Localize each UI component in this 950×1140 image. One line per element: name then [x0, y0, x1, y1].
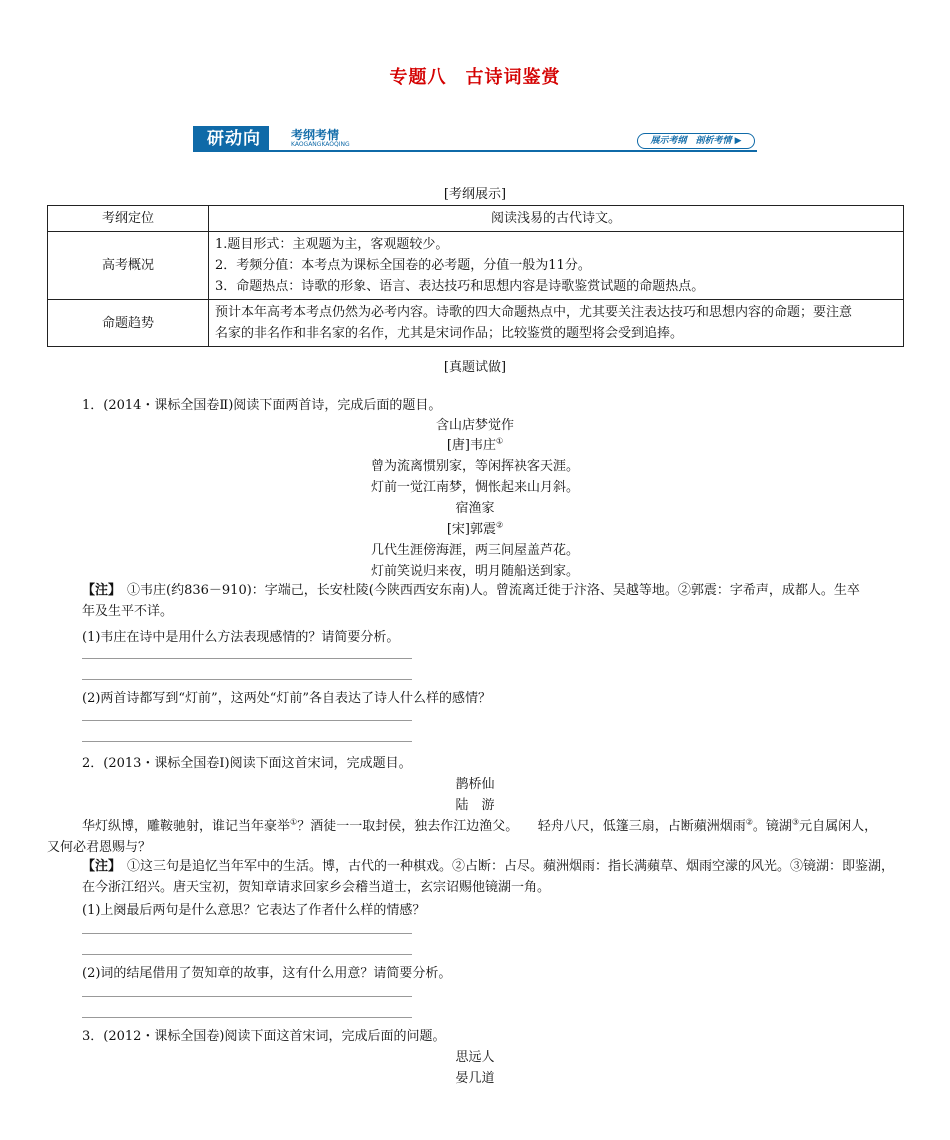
table-cell-content: [209, 300, 904, 347]
poem-1-line: 曾为流离惯别家，等闲挥袂客天涯。: [370, 459, 579, 474]
poem-2-author: [0, 518, 950, 537]
question-2-intro: 2．(2013・课标全国卷Ⅰ)阅读下面这首宋词，完成题目。: [82, 756, 412, 771]
banner-logo-sub: 考纲考情: [291, 128, 340, 142]
question-1-sub-2: (2)两首诗都写到“灯前”，这两处“灯前”各自表达了诗人什么样的感情？: [82, 691, 491, 706]
question-1-intro: 1．(2014・课标全国卷Ⅱ)阅读下面两首诗，完成后面的题目。: [82, 398, 442, 413]
poem-2-title: 宿渔家: [455, 501, 495, 516]
question-3-intro: 3．(2012・课标全国卷)阅读下面这首宋词，完成后面的问题。: [82, 1029, 446, 1044]
poem-2-line: 灯前笑说归来夜，明月随船送到家。: [370, 564, 579, 579]
table-cell-line: 阅读浅易的古代诗文。: [490, 211, 621, 226]
answer-line[interactable]: [82, 933, 412, 934]
question-1-sub-1: (1)韦庄在诗中是用什么方法表现感情的？请简要分析。: [82, 630, 400, 645]
banner-divider: [193, 150, 757, 152]
poem-4-author: 晏几道: [455, 1071, 495, 1086]
footnote-mark: ②: [495, 520, 504, 530]
banner-right-tag: 展示考纲 剖析考情 ▶: [637, 133, 755, 149]
poem-2-author-name: [宋]郭震: [446, 522, 496, 537]
banner-logo-main: 研动向: [193, 126, 269, 152]
answer-line[interactable]: [82, 1017, 412, 1018]
table-cell-line: 1.题目形式：主观题为主，客观题较少。: [215, 237, 449, 252]
poem-1-line: 灯前一觉江南梦，惆怅起来山月斜。: [370, 480, 579, 495]
poem-3-text-line: 又何必君恩赐与？: [47, 840, 152, 855]
question-1-note: [47, 580, 869, 622]
note-text: ①这三句是追忆当年军中的生活。博，古代的一种棋戏。②占断：占尽。蘋洲烟雨：指长满蘋草、烟雨空濛的风光。③镜湖：即鉴湖，在今浙江绍兴。唐天宝初，贺知章请求回家乡会稽当道士，玄宗诏赐他镜湖一角。: [82, 859, 895, 895]
poem-3-title: 鹊桥仙: [455, 777, 495, 792]
poem-3-text: 元自属闲人，: [799, 819, 878, 834]
note-label: 【注】: [82, 583, 122, 598]
table-cell-line: 预计本年高考本考点仍然为必考内容。诗歌的四大命题热点中，尤其要关注表达技巧和思想内容的命题；要注意: [215, 305, 853, 320]
banner-logo-pinyin: KAOGANGKAOQING: [291, 141, 350, 148]
note-text: ①韦庄(约836－910)：字端己，长安杜陵(今陕西西安东南)人。曾流离迁徙于汴洛、吴越等地。②郭震：字希声，成都人。生卒年及生平不详。: [82, 583, 860, 619]
question-2-sub-2: (2)词的结尾借用了贺知章的故事，这有什么用意？请简要分析。: [82, 966, 452, 981]
section-label-outline: [考纲展示]: [443, 187, 507, 202]
page-title: 专题八 古诗词鉴赏: [389, 67, 561, 88]
table-row: [48, 232, 904, 300]
table-cell-label: 考纲定位: [48, 206, 209, 232]
table-row: [48, 206, 904, 232]
poem-3-text: ？酒徒一一取封侯，独去作江边渔父。 轻舟八尺，低篷三扇，占断蘋洲烟雨: [297, 819, 746, 834]
poem-3-text: 。镜湖: [752, 819, 792, 834]
answer-line[interactable]: [82, 954, 412, 955]
table-cell-line: 名家的非名作和非名家的名作，尤其是宋词作品；比较鉴赏的题型将会受到追捧。: [215, 326, 684, 341]
table-cell-label: 高考概况: [48, 232, 209, 300]
note-label: 【注】: [82, 859, 122, 874]
poem-3-author: 陆 游: [455, 798, 495, 813]
footnote-mark: ②: [745, 817, 753, 827]
footnote-mark: ①: [290, 817, 298, 827]
poem-3-text-line: [82, 815, 877, 834]
section-banner-logo: [193, 126, 348, 152]
poem-1-title: 含山店梦觉作: [435, 418, 514, 433]
question-2-sub-1: (1)上阕最后两句是什么意思？它表达了作者什么样的情感？: [82, 903, 426, 918]
table-cell-content: [209, 206, 904, 232]
table-cell-label: 命题趋势: [48, 300, 209, 347]
answer-line[interactable]: [82, 720, 412, 721]
question-2-note: [47, 856, 904, 898]
answer-line[interactable]: [82, 996, 412, 997]
poem-1-author-name: [唐]韦庄: [446, 438, 496, 453]
answer-line[interactable]: [82, 741, 412, 742]
outline-table: [47, 205, 904, 347]
poem-3-text: 华灯纵博，雕鞍驰射，谁记当年豪举: [82, 819, 291, 834]
answer-line[interactable]: [82, 658, 412, 659]
poem-2-line: 几代生涯傍海涯，两三间屋盖芦花。: [370, 543, 579, 558]
poem-1-author: [0, 434, 950, 453]
poem-4-title: 思远人: [455, 1050, 495, 1065]
section-label-practice: [真题试做]: [443, 360, 507, 375]
table-row: [48, 300, 904, 347]
footnote-mark: ①: [495, 436, 504, 446]
table-cell-content: [209, 232, 904, 300]
answer-line[interactable]: [82, 679, 412, 680]
table-cell-line: 2．考频分值：本考点为课标全国卷的必考题，分值一般为11分。: [215, 258, 591, 273]
footnote-mark: ③: [791, 817, 800, 827]
table-cell-line: 3．命题热点：诗歌的形象、语言、表达技巧和思想内容是诗歌鉴赏试题的命题热点。: [215, 279, 705, 294]
